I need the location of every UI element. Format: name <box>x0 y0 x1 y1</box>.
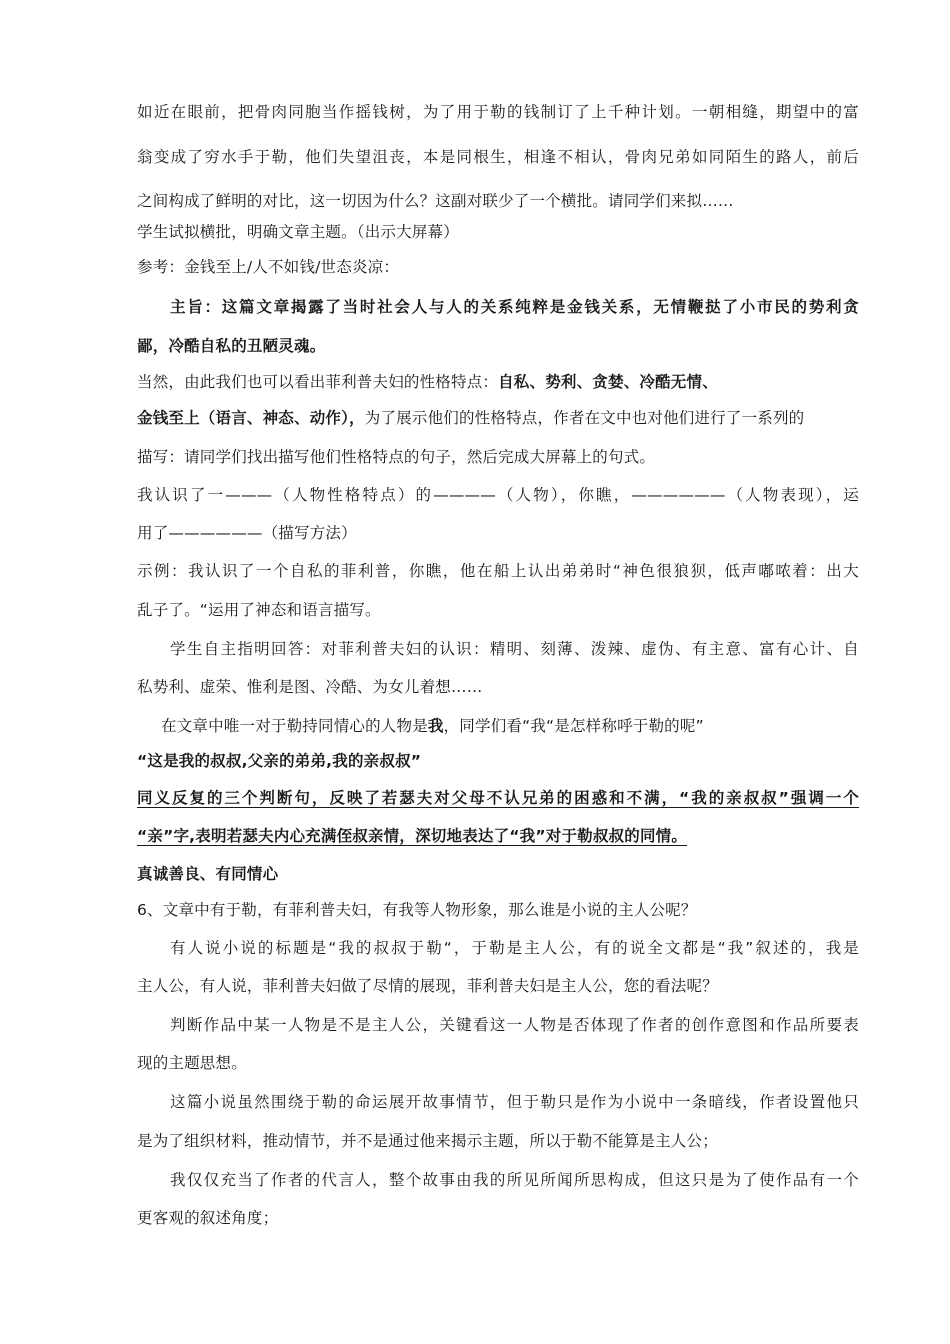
paragraph-line: 学生自主指明回答：对菲利普夫妇的认识：精明、刻薄、泼辣、虚伪、有主意、富有心计、自 <box>170 640 859 658</box>
paragraph-line: 参考：金钱至上/人不如钱/世态炎凉： <box>137 258 400 276</box>
character-traits: 自私、势利、贪婪、冷酷无情、 <box>498 373 718 391</box>
sentence-pattern: 用了——————（描写方法） <box>137 524 357 542</box>
sentence-pattern: 我认识了一———（人物性格特点）的————（人物），你瞧，——————（人物表现），运 <box>137 486 859 504</box>
paragraph-line: 学生试拟横批，明确文章主题。（出示大屏幕） <box>137 223 459 241</box>
paragraph-line <box>137 408 804 428</box>
analysis-line: 同义反复的三个判断句，反映了若瑟夫对父母不认兄弟的困惑和不满，“我的亲叔叔”强调一个 <box>137 789 859 807</box>
question-heading: 6、文章中有于勒，有菲利普夫妇，有我等人物形象，那么谁是小说的主人公呢？ <box>137 901 697 919</box>
paragraph-line: 描写：请同学们找出描写他们性格特点的句子，然后完成大屏幕上的句式。 <box>137 448 656 466</box>
paragraph-line <box>161 716 704 736</box>
paragraph-line: 现的主题思想。 <box>137 1054 247 1072</box>
example-line: 乱子了。“运用了神态和语言描写。 <box>137 601 381 619</box>
trait-summary: 真诚善良、有同情心 <box>137 865 279 883</box>
paragraph-line: 之间构成了鲜明的对比，这一切因为什么？这副对联少了一个横批。请同学们来拟…… <box>137 192 734 210</box>
paragraph-line: 主人公，有人说，菲利普夫妇做了尽情的展现，菲利普夫妇是主人公，您的看法呢？ <box>137 977 718 995</box>
theme-statement: 主旨：这篇文章揭露了当时社会人与人的关系纯粹是金钱关系，无情鞭挞了小市民的势利贪 <box>170 298 859 316</box>
theme-statement: 鄙，冷酷自私的丑陋灵魂。 <box>137 337 326 355</box>
paragraph-line: 翁变成了穷水手于勒，他们失望沮丧，本是同根生，相逢不相认，骨肉兄弟如同陌生的路人，前后 <box>137 148 859 166</box>
paragraph-text: 为了展示他们的性格特点，作者在文中也对他们进行了一系列的 <box>364 409 805 427</box>
paragraph-line <box>137 372 718 392</box>
paragraph-line: 有人说小说的标题是“我的叔叔于勒“，于勒是主人公，有的说全文都是“我”叙述的，我是 <box>170 939 859 957</box>
paragraph-text: ，同学们看“我“是怎样称呼于勒的呢” <box>443 717 704 735</box>
paragraph-line: 更客观的叙述角度； <box>137 1209 279 1227</box>
paragraph-line: 是为了组织材料，推动情节，并不是通过他来揭示主题，所以于勒不能算是主人公； <box>137 1132 718 1150</box>
intro-text: 当然，由此我们也可以看出菲利普夫妇的性格特点： <box>137 373 499 391</box>
example-line: 示例：我认识了一个自私的菲利普，你瞧，他在船上认出弟弟时“神色很狼狈，低声嘟哝着：出大 <box>137 562 859 580</box>
analysis-line: “亲”字,表明若瑟夫内心充满侄叔亲情，深切地表达了“我”对于勒叔叔的同情。 <box>137 827 688 845</box>
quote-line: “这是我的叔叔,父亲的弟弟,我的亲叔叔” <box>137 752 422 770</box>
paragraph-line: 这篇小说虽然围绕于勒的命运展开故事情节，但于勒只是作为小说中一条暗线，作者设置他只 <box>170 1093 859 1111</box>
emphasis-me: 我 <box>427 717 444 735</box>
paragraph-text: 在文章中唯一对于勒持同情心的人物是 <box>161 717 428 735</box>
paragraph-line: 私势利、虚荣、惟利是图、冷酷、为女儿着想…… <box>137 678 483 696</box>
paragraph-line: 如近在眼前，把骨肉同胞当作摇钱树，为了用于勒的钱制订了上千种计划。一朝相缝，期望中的富 <box>137 103 859 121</box>
character-traits-methods: 金钱至上（语言、神态、动作）， <box>137 409 365 427</box>
paragraph-line: 我仅仅充当了作者的代言人，整个故事由我的所见所闻所思构成，但这只是为了使作品有一个 <box>170 1171 859 1189</box>
paragraph-line: 判断作品中某一人物是不是主人公，关键看这一人物是否体现了作者的创作意图和作品所要表 <box>170 1016 859 1034</box>
